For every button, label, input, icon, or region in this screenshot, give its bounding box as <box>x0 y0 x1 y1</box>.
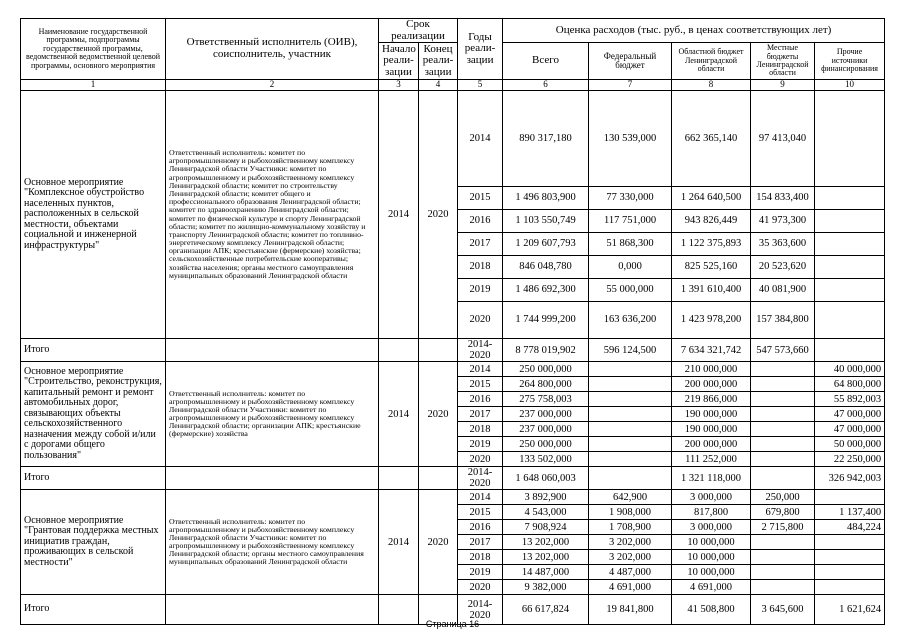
federal-cell: 55 000,000 <box>589 279 672 302</box>
col-number: 5 <box>458 80 503 91</box>
total-cell: 237 000,000 <box>503 407 589 422</box>
local-cell: 154 833,400 <box>751 187 815 210</box>
federal-cell: 163 636,200 <box>589 302 672 339</box>
local-cell <box>751 437 815 452</box>
local-cell <box>751 550 815 565</box>
col-number: 7 <box>589 80 672 91</box>
budget-table <box>20 18 885 625</box>
header-other: Прочие источники финансирования <box>815 43 885 80</box>
header-local: Местные бюджеты Ленинградской области <box>751 43 815 80</box>
column-number-row <box>21 80 885 91</box>
total-cell: 3 892,900 <box>503 490 589 505</box>
header-federal: Федеральный бюджет <box>589 43 672 80</box>
local-cell: 97 413,040 <box>751 91 815 187</box>
start-year: 2014 <box>379 362 419 467</box>
federal-cell: 1 908,000 <box>589 505 672 520</box>
local-cell <box>751 362 815 377</box>
federal-cell: 77 330,000 <box>589 187 672 210</box>
local-cell: 2 715,800 <box>751 520 815 535</box>
total-cell: 1 496 803,900 <box>503 187 589 210</box>
summary-regional: 1 321 118,000 <box>672 467 751 490</box>
page-number: Страница 16 <box>425 619 480 629</box>
year-cell: 2017 <box>458 407 503 422</box>
local-cell <box>751 452 815 467</box>
regional-cell: 111 252,000 <box>672 452 751 467</box>
total-cell: 13 202,000 <box>503 550 589 565</box>
end-year: 2020 <box>419 362 458 467</box>
other-cell: 50 000,000 <box>815 437 885 452</box>
activity-name: Основное мероприятие "Строительство, реконструкция, капитальный ремонт и ремонт автомобильных дорог, связывающих объекты сельскохозяйственного назначения между собой и/или с дорогами общего пользования" <box>21 362 166 467</box>
total-cell: 237 000,000 <box>503 422 589 437</box>
col-number: 4 <box>419 80 458 91</box>
year-cell: 2019 <box>458 279 503 302</box>
other-cell <box>815 550 885 565</box>
total-cell: 250 000,000 <box>503 437 589 452</box>
header-program: Наименование государственной программы, подпрограммы государственной программы, ведомственной ведомственной целевой программы, основного мероприятия <box>21 19 166 80</box>
summary-local: 3 645,600 <box>751 595 815 625</box>
summary-total: 8 778 019,902 <box>503 339 589 362</box>
federal-cell: 0,000 <box>589 256 672 279</box>
regional-cell: 817,800 <box>672 505 751 520</box>
total-cell: 1 209 607,793 <box>503 233 589 256</box>
year-cell: 2015 <box>458 187 503 210</box>
start-year: 2014 <box>379 490 419 595</box>
federal-cell: 4 487,000 <box>589 565 672 580</box>
year-cell: 2015 <box>458 377 503 392</box>
other-cell <box>815 565 885 580</box>
header-total: Всего <box>503 43 589 80</box>
summary-regional: 7 634 321,742 <box>672 339 751 362</box>
col-number: 9 <box>751 80 815 91</box>
year-cell: 2014 <box>458 490 503 505</box>
year-cell: 2019 <box>458 437 503 452</box>
federal-cell: 642,900 <box>589 490 672 505</box>
local-cell <box>751 377 815 392</box>
summary-total: 1 648 060,003 <box>503 467 589 490</box>
other-cell: 1 137,400 <box>815 505 885 520</box>
year-cell: 2015 <box>458 505 503 520</box>
summary-other <box>815 339 885 362</box>
federal-cell <box>589 392 672 407</box>
other-cell <box>815 187 885 210</box>
table-row <box>21 362 885 377</box>
year-cell: 2016 <box>458 392 503 407</box>
federal-cell: 117 751,000 <box>589 210 672 233</box>
regional-cell: 1 423 978,200 <box>672 302 751 339</box>
local-cell <box>751 392 815 407</box>
summary-regional: 41 508,800 <box>672 595 751 625</box>
regional-cell: 662 365,140 <box>672 91 751 187</box>
federal-cell <box>589 452 672 467</box>
total-cell: 890 317,180 <box>503 91 589 187</box>
total-cell: 9 382,000 <box>503 580 589 595</box>
regional-cell: 210 000,000 <box>672 362 751 377</box>
federal-cell: 130 539,000 <box>589 91 672 187</box>
empty-cell <box>379 467 419 490</box>
header-start: Начало реали-зации <box>379 43 419 80</box>
year-cell: 2016 <box>458 210 503 233</box>
summary-years: 2014-2020 <box>458 339 503 362</box>
table-row <box>21 490 885 505</box>
local-cell: 35 363,600 <box>751 233 815 256</box>
col-number: 3 <box>379 80 419 91</box>
summary-federal <box>589 467 672 490</box>
regional-cell: 10 000,000 <box>672 550 751 565</box>
other-cell <box>815 580 885 595</box>
regional-cell: 10 000,000 <box>672 535 751 550</box>
regional-cell: 190 000,000 <box>672 407 751 422</box>
federal-cell <box>589 422 672 437</box>
total-cell: 1 744 999,200 <box>503 302 589 339</box>
regional-cell: 1 391 610,400 <box>672 279 751 302</box>
executor-list: Ответственный исполнитель: комитет по агропромышленному и рыбохозяйственному комплексу Ленинградской области Участники: комитет по агропромышленному и рыбохозяйственному комплексу Ленинградской области; организации АПК; крестьянские (фермерские) хозяйства <box>166 362 379 467</box>
total-cell: 14 487,000 <box>503 565 589 580</box>
total-cell: 7 908,924 <box>503 520 589 535</box>
other-cell <box>815 91 885 187</box>
other-cell: 484,224 <box>815 520 885 535</box>
header-years: Годы реали-зации <box>458 19 503 80</box>
regional-cell: 3 000,000 <box>672 520 751 535</box>
start-year: 2014 <box>379 91 419 339</box>
other-cell <box>815 302 885 339</box>
local-cell <box>751 422 815 437</box>
executor-list: Ответственный исполнитель: комитет по агропромышленному и рыбохозяйственному комплексу Ленинградской области Участники: комитет по агропромышленному и рыбохозяйственному комплексу Ленинградской области; органы местного самоуправления муниципальных образований Ленинградской области <box>166 490 379 595</box>
empty-cell <box>379 339 419 362</box>
table-row <box>21 91 885 187</box>
activity-name: Основное мероприятие "Грантовая поддержка местных инициатив граждан, проживающих в сельской местности" <box>21 490 166 595</box>
header-row-1 <box>21 19 885 43</box>
regional-cell: 4 691,000 <box>672 580 751 595</box>
header-executor: Ответственный исполнитель (ОИВ), соисполнитель, участник <box>166 19 379 80</box>
summary-row <box>21 467 885 490</box>
summary-label: Итого <box>21 595 166 625</box>
empty-cell <box>166 467 379 490</box>
total-cell: 250 000,000 <box>503 362 589 377</box>
local-cell <box>751 407 815 422</box>
activity-name: Основное мероприятие "Комплексное обустройство населенных пунктов, расположенных в сельской местности, объектами социальной и инженерной инфраструктуры" <box>21 91 166 339</box>
federal-cell: 1 708,900 <box>589 520 672 535</box>
other-cell: 47 000,000 <box>815 422 885 437</box>
year-cell: 2014 <box>458 91 503 187</box>
other-cell <box>815 256 885 279</box>
col-number: 2 <box>166 80 379 91</box>
regional-cell: 3 000,000 <box>672 490 751 505</box>
local-cell <box>751 565 815 580</box>
federal-cell <box>589 377 672 392</box>
year-cell: 2018 <box>458 550 503 565</box>
other-cell <box>815 535 885 550</box>
other-cell <box>815 490 885 505</box>
year-cell: 2020 <box>458 580 503 595</box>
year-cell: 2016 <box>458 520 503 535</box>
summary-federal: 19 841,800 <box>589 595 672 625</box>
local-cell: 41 973,300 <box>751 210 815 233</box>
total-cell: 275 758,003 <box>503 392 589 407</box>
other-cell: 40 000,000 <box>815 362 885 377</box>
other-cell <box>815 279 885 302</box>
end-year: 2020 <box>419 91 458 339</box>
header-regional: Областной бюджет Ленинградской области <box>672 43 751 80</box>
summary-federal: 596 124,500 <box>589 339 672 362</box>
local-cell: 20 523,620 <box>751 256 815 279</box>
local-cell <box>751 580 815 595</box>
local-cell: 40 081,900 <box>751 279 815 302</box>
other-cell <box>815 233 885 256</box>
col-number: 10 <box>815 80 885 91</box>
summary-years: 2014-2020 <box>458 595 503 625</box>
year-cell: 2019 <box>458 565 503 580</box>
other-cell: 64 800,000 <box>815 377 885 392</box>
summary-label: Итого <box>21 339 166 362</box>
col-number: 1 <box>21 80 166 91</box>
federal-cell: 3 202,000 <box>589 550 672 565</box>
total-cell: 133 502,000 <box>503 452 589 467</box>
regional-cell: 190 000,000 <box>672 422 751 437</box>
other-cell: 55 892,003 <box>815 392 885 407</box>
regional-cell: 825 525,160 <box>672 256 751 279</box>
local-cell <box>751 535 815 550</box>
summary-total: 66 617,824 <box>503 595 589 625</box>
summary-other: 1 621,624 <box>815 595 885 625</box>
empty-cell <box>166 339 379 362</box>
local-cell: 679,800 <box>751 505 815 520</box>
year-cell: 2020 <box>458 452 503 467</box>
total-cell: 846 048,780 <box>503 256 589 279</box>
federal-cell: 3 202,000 <box>589 535 672 550</box>
federal-cell <box>589 437 672 452</box>
other-cell <box>815 210 885 233</box>
summary-years: 2014-2020 <box>458 467 503 490</box>
regional-cell: 219 866,000 <box>672 392 751 407</box>
total-cell: 1 486 692,300 <box>503 279 589 302</box>
summary-other: 326 942,003 <box>815 467 885 490</box>
col-number: 6 <box>503 80 589 91</box>
empty-cell <box>419 339 458 362</box>
federal-cell <box>589 362 672 377</box>
federal-cell <box>589 407 672 422</box>
executor-list: Ответственный исполнитель: комитет по агропромышленному и рыбохозяйственному комплексу Ленинградской области Участники: комитет по агропромышленному и рыбохозяйственному комплексу Ленинградской области; комитет по строительству Ленинградской области; комитет общего и профессионального образования Ленинградской области; комитет по здравоохранению Ленинградской области; комитет по физической культуре и спорту Ленинградской области; комитет по жилищно-коммунальному хозяйству и транспорту Ленинградской области; комитет по топливно-энергетическому комплексу Ленинградской области; организации АПК; крестьянские (фермерские) хозяйства; сельскохозяйственные потребительские кооперативы; хозяйства населения; органы местного самоуправления муниципальных образований Ленинградской области <box>166 91 379 339</box>
year-cell: 2018 <box>458 256 503 279</box>
year-cell: 2017 <box>458 233 503 256</box>
year-cell: 2018 <box>458 422 503 437</box>
total-cell: 4 543,000 <box>503 505 589 520</box>
federal-cell: 51 868,300 <box>589 233 672 256</box>
summary-row <box>21 339 885 362</box>
total-cell: 264 800,000 <box>503 377 589 392</box>
summary-local <box>751 467 815 490</box>
total-cell: 13 202,000 <box>503 535 589 550</box>
other-cell: 22 250,000 <box>815 452 885 467</box>
regional-cell: 10 000,000 <box>672 565 751 580</box>
year-cell: 2014 <box>458 362 503 377</box>
regional-cell: 200 000,000 <box>672 377 751 392</box>
regional-cell: 1 264 640,500 <box>672 187 751 210</box>
year-cell: 2017 <box>458 535 503 550</box>
federal-cell: 4 691,000 <box>589 580 672 595</box>
empty-cell <box>419 467 458 490</box>
year-cell: 2020 <box>458 302 503 339</box>
local-cell: 250,000 <box>751 490 815 505</box>
local-cell: 157 384,800 <box>751 302 815 339</box>
col-number: 8 <box>672 80 751 91</box>
summary-local: 547 573,660 <box>751 339 815 362</box>
end-year: 2020 <box>419 490 458 595</box>
regional-cell: 943 826,449 <box>672 210 751 233</box>
summary-label: Итого <box>21 467 166 490</box>
header-end: Конец реали-зации <box>419 43 458 80</box>
header-period: Срок реализации <box>379 19 458 43</box>
header-costs: Оценка расходов (тыс. руб., в ценах соответствующих лет) <box>503 19 885 43</box>
regional-cell: 1 122 375,893 <box>672 233 751 256</box>
regional-cell: 200 000,000 <box>672 437 751 452</box>
total-cell: 1 103 550,749 <box>503 210 589 233</box>
other-cell: 47 000,000 <box>815 407 885 422</box>
